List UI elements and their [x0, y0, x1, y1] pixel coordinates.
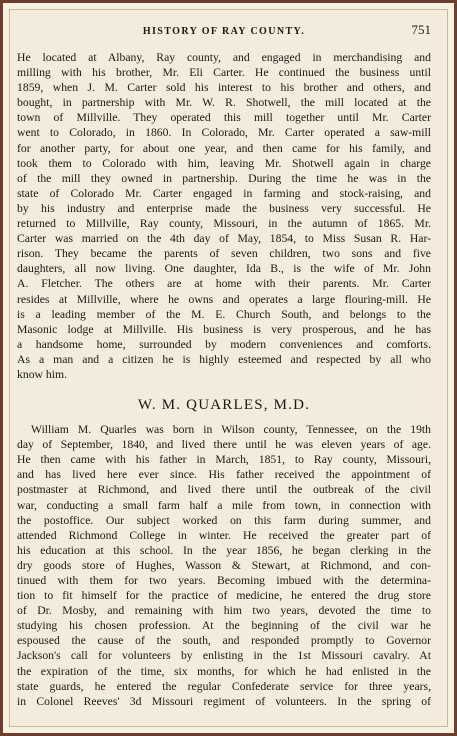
- text-line: went to Colorado, in 1860. In Colorado, Mr. Carter operated a saw-mill: [17, 126, 431, 140]
- text-line: resides at Millville, where he owns and operates a large flouring-mill. He: [17, 292, 431, 306]
- text-line: and has lived here ever since. His father received the appointment of: [17, 468, 431, 482]
- text-line: rison. They became the parents of seven children, two sons and five: [17, 247, 431, 261]
- text-line: A. Fletcher. The others are at home with their parents. Mr. Carter: [17, 277, 431, 291]
- text-line: attended Richmond College in winter. He received the greater part of: [17, 528, 431, 542]
- text-line: Masonic lodge at Millville. His business is very prosperous, and he has: [17, 322, 431, 336]
- paragraph-carter-biography: [17, 50, 431, 382]
- text-line: Carter was married on the 4th day of May, 1854, to Miss Susan R. Har-: [17, 232, 431, 246]
- text-line: of Dr. Mosby, and remaining with him two years, devoted the time to: [17, 604, 431, 618]
- text-line: state guards, he entered the regular Confederate service for three years,: [17, 679, 431, 693]
- text-line: the postoffice. Our subject worked on this farm during summer, and: [17, 513, 431, 527]
- text-line: state of Colorado Mr. Carter engaged in farming and stock-raising, and: [17, 186, 431, 200]
- text-line: bought, in partnership with Mr. W. R. Shotwell, the mill located at the: [17, 96, 431, 110]
- running-title: HISTORY OF RAY COUNTY.: [142, 26, 306, 37]
- text-line: milling with his brother, Mr. Eli Carter. He continued the business until: [17, 66, 431, 80]
- text-line: dry goods store of Hughes, Wasson & Stewart, at Richmond, and con-: [17, 558, 431, 572]
- text-line: postmaster at Richmond, and lived there until the outbreak of the civil: [17, 483, 431, 497]
- text-line: by his industry and enterprise made the business very successful. He: [17, 201, 431, 215]
- text-line: for another party, for about one year, and then came for his family, and: [17, 141, 431, 155]
- text-line: war, conducting a small farm half a mile from town, in connection with: [17, 498, 431, 512]
- text-line: tinued with them for two years. Becoming imbued with the determina-: [17, 574, 431, 587]
- text-line: took them to Colorado with him, leaving Mr. Shotwell again in charge: [17, 156, 431, 170]
- text-line: espoused the cause of the south, and responded promptly to Governor: [17, 634, 431, 648]
- text-line: the expiration of the time, six months, for which he had enlisted in the: [17, 664, 431, 678]
- book-page: [17, 20, 431, 709]
- text-line: know him.: [17, 367, 67, 381]
- text-line: As a man and a citizen he is highly esteemed and respected by all who: [17, 352, 431, 366]
- text-line: in Colonel Reeves' 3d Missouri regiment of volunteers. In the spring of: [17, 694, 431, 708]
- text-line: of the mill they owned in partnership. During the time he was in the: [17, 171, 431, 185]
- text-line: studying his chosen profession. At the beginning of the civil war he: [17, 619, 431, 633]
- text-line: is a leading member of the M. E. Church South, and belongs to the: [17, 307, 431, 321]
- text-line: tion to fit himself for the practice of medicine, he entered the drug store: [17, 589, 431, 603]
- text-line: William M. Quarles was born in Wilson county, Tennessee, on the 19th: [31, 423, 431, 437]
- text-line: day of September, 1840, and lived there until he was eleven years of age.: [17, 438, 431, 452]
- running-header: [17, 20, 431, 42]
- text-line: town of Millville. They operated this mill together until Mr. Carter: [17, 111, 431, 125]
- body-text: [17, 50, 431, 709]
- paragraph-quarles-biography: [17, 422, 431, 709]
- text-line: Jackson's call for volunteers by enlisting in the 1st Missouri cavalry. At: [17, 649, 431, 663]
- text-line: a handsome home, surrounded by modern conveniences and comforts.: [17, 337, 431, 351]
- page-number: 751: [411, 22, 431, 37]
- text-line: 1859, when J. M. Carter sold his interest to his brother and others, and: [17, 81, 431, 95]
- text-line: He located at Albany, Ray county, and engaged in merchandising and: [17, 51, 431, 64]
- text-line: his education at this school. In the year 1856, he began clerking in the: [17, 543, 431, 557]
- text-line: returned to Millville, Ray county, Missouri, in the autumn of 1865. Mr.: [17, 217, 431, 231]
- text-line: daughters, all now living. One daughter, Ida B., is the wife of Mr. John: [17, 262, 431, 276]
- section-heading: W. M. QUARLES, M.D.: [137, 397, 311, 414]
- text-line: He then came with his father in March, 1851, to Ray county, Missouri,: [17, 453, 431, 467]
